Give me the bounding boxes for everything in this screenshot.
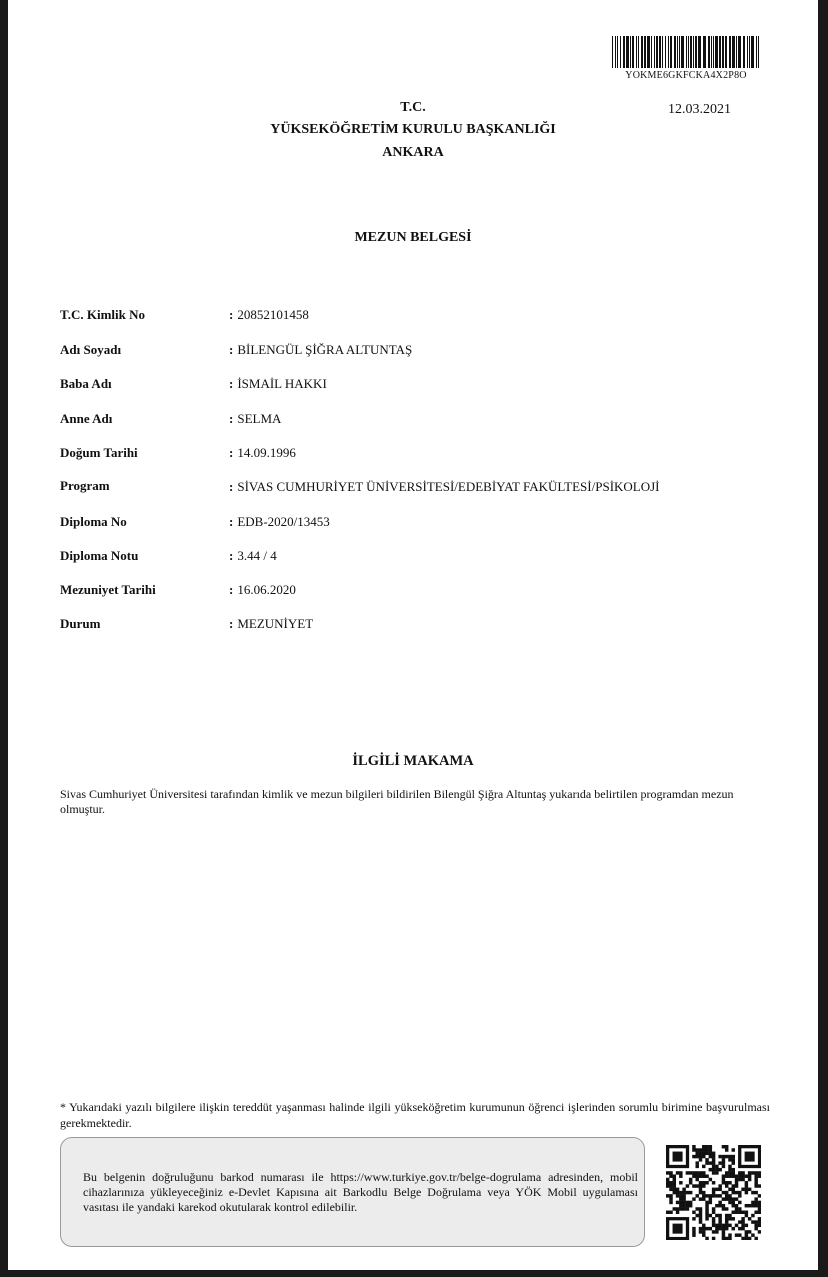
field-value: : 20852101458 (229, 307, 309, 322)
footnote: * Yukarıdaki yazılı bilgilere ilişkin tereddüt yaşanması halinde ilgili yükseköğretim kurumunun öğrenci işlerinden sorumlu birimine başvurulması gerekmektedir. (60, 1100, 770, 1130)
qr-code-image (666, 1145, 761, 1240)
field-value: : BİLENGÜL ŞİĞRA ALTUNTAŞ (229, 342, 413, 357)
section-paragraph: Sivas Cumhuriyet Üniversitesi tarafından kimlik ve mezun bilgileri bildirilen Bilengül Şiğra Altuntaş yukarıda belirtilen programdan mezun olmuştur. (60, 787, 734, 816)
field-value: : 16.06.2020 (229, 582, 296, 597)
field-label: Doğum Tarihi (60, 445, 138, 460)
field-label: Baba Adı (60, 376, 112, 391)
section-title: İLGİLİ MAKAMA (352, 753, 474, 769)
document-title: MEZUN BELGESİ (354, 230, 472, 245)
field-value: : SELMA (229, 411, 282, 426)
field-label: T.C. Kimlik No (60, 307, 145, 322)
field-label: Durum (60, 616, 101, 631)
field-value: : İSMAİL HAKKI (229, 376, 327, 391)
field-value: : SİVAS CUMHURİYET ÜNİVERSİTESİ/EDEBİYAT FAKÜLTESİ/PSİKOLOJİ (229, 479, 660, 494)
field-label: Program (60, 478, 110, 493)
field-label: Adı Soyadı (60, 342, 122, 357)
field-value: : 3.44 / 4 (229, 548, 277, 563)
field-label: Mezuniyet Tarihi (60, 582, 156, 597)
verification-text: Bu belgenin doğruluğunu barkod numarası ile https://www.turkiye.gov.tr/belge-dogrulama adresinden, mobil cihazlarınıza yükleyeceğiniz e-Devlet Kapısına ait Barkodlu Belge Doğrulama veya YÖK Mobil uygulaması vasıtası ile yandaki karekod okutularak kontrol edilebilir. (83, 1170, 638, 1214)
verification-box (60, 1137, 645, 1247)
header-tc: T.C. (400, 100, 426, 115)
document-page (8, 0, 818, 1270)
field-value: : EDB-2020/13453 (229, 514, 330, 529)
barcode-number: YOKME6GKFCKA4X2P8O (625, 70, 747, 81)
field-value: : 14.09.1996 (229, 445, 296, 460)
field-value: : MEZUNİYET (229, 616, 314, 631)
field-label: Anne Adı (60, 411, 113, 426)
issue-date: 12.03.2021 (668, 102, 731, 117)
header-institution: YÜKSEKÖĞRETİM KURULU BAŞKANLIĞI (270, 122, 556, 137)
field-label: Diploma Notu (60, 548, 139, 563)
header-city: ANKARA (382, 145, 444, 160)
field-label: Diploma No (60, 514, 127, 529)
barcode-image (612, 36, 760, 68)
